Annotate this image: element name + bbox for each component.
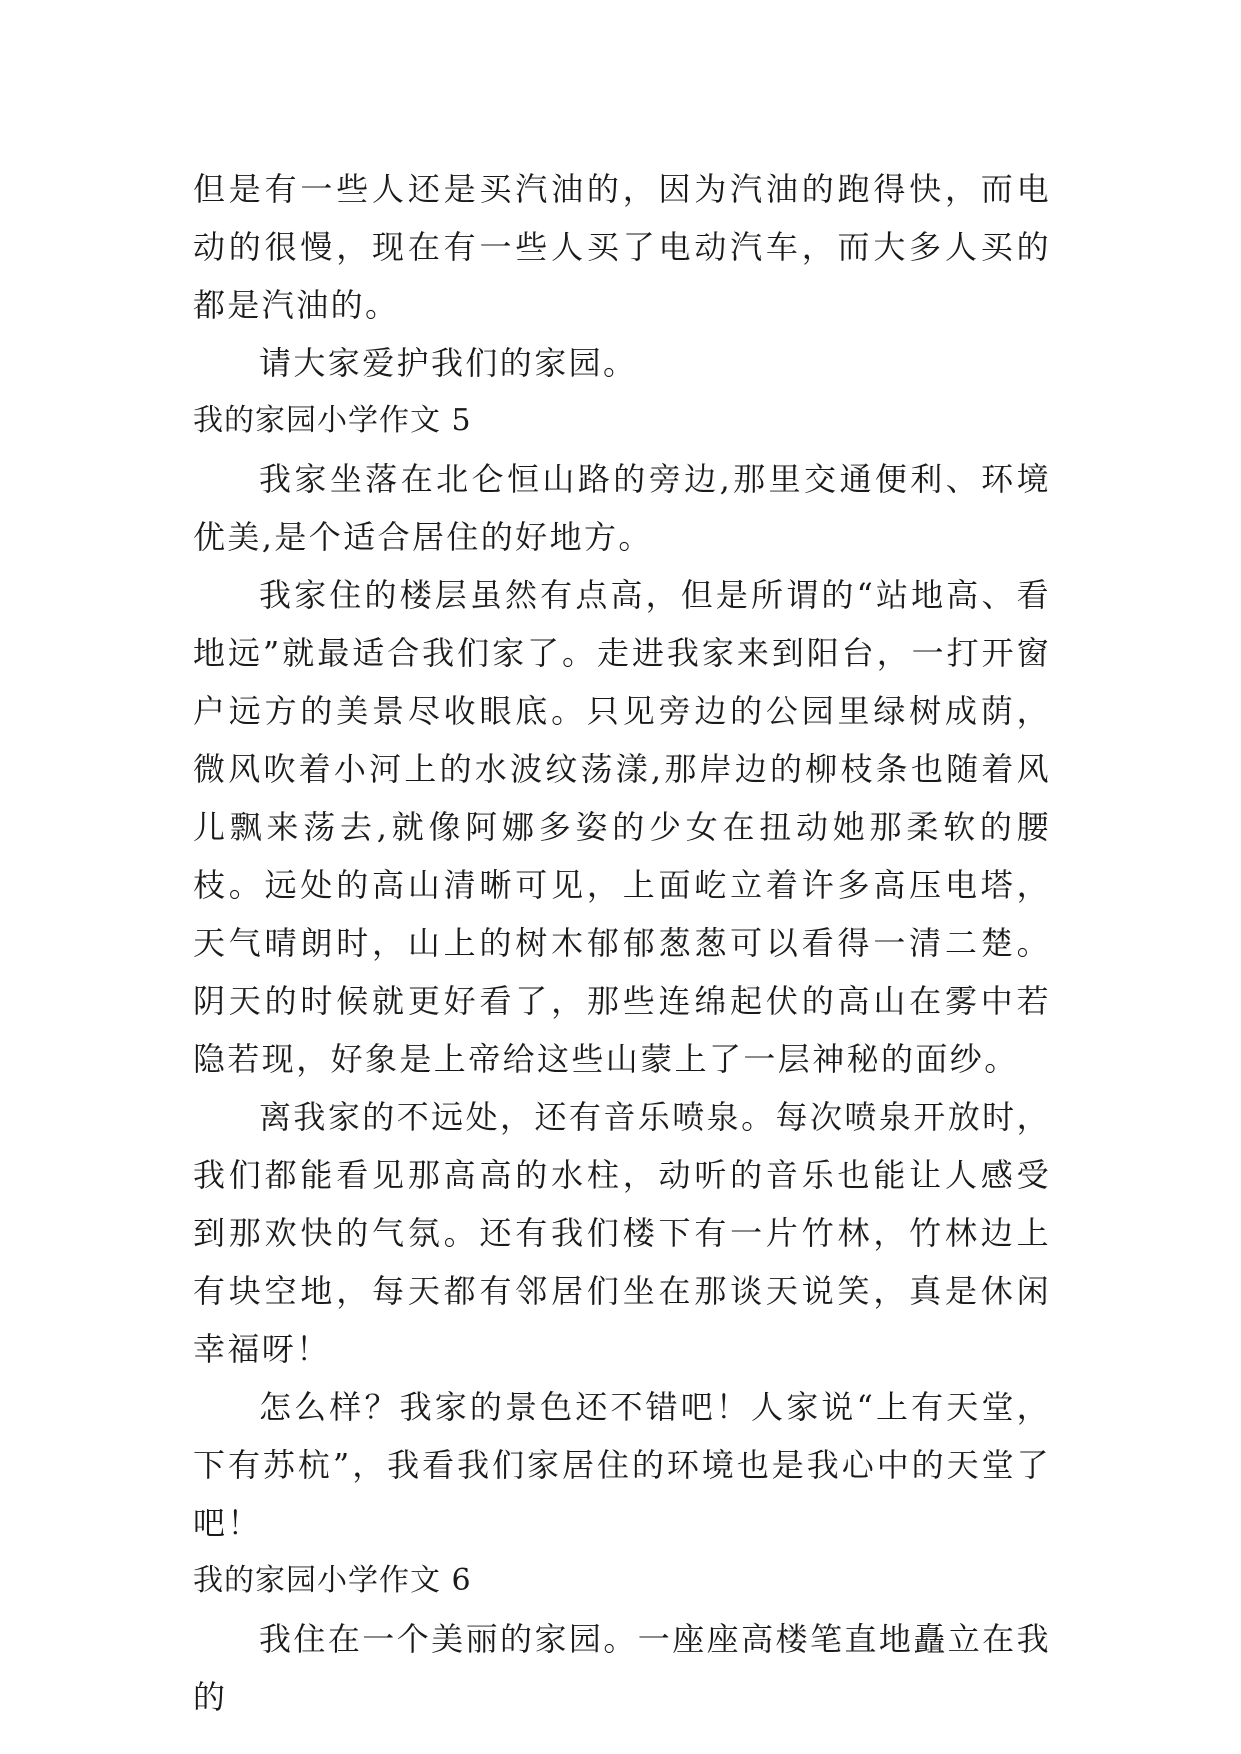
paragraph-home-location: 我家坐落在北仑恒山路的旁边,那里交通便利、环境优美,是个适合居住的好地方。 xyxy=(193,460,1051,556)
paragraph-beautiful-home: 我住在一个美丽的家园。一座座高楼笔直地矗立在我的 xyxy=(193,1620,1051,1716)
document-page xyxy=(193,160,1051,1726)
paragraph-balcony-view: 我家住的楼层虽然有点高，但是所谓的“站地高、看地远”就最适合我们家了。走进我家来到阳台，一打开窗户远方的美景尽收眼底。只见旁边的公园里绿树成荫，微风吹着小河上的水波纹荡漾,那岸边的柳枝条也随着风儿飘来荡去,就像阿娜多姿的少女在扭动她那柔软的腰枝。远处的高山清晰可见，上面屹立着许多高压电塔，天气晴朗时，山上的树木郁郁葱葱可以看得一清二楚。阴天的时候就更好看了，那些连绵起伏的高山在雾中若隐若现，好象是上帝给这些山蒙上了一层神秘的面纱。 xyxy=(193,576,1051,1078)
essay-heading-6: 我的家园小学作文 6 xyxy=(193,1563,472,1598)
paragraph-gasoline-cars: 但是有一些人还是买汽油的，因为汽油的跑得快，而电动的很慢，现在有一些人买了电动汽车，而大多人买的都是汽油的。 xyxy=(193,170,1051,324)
paragraph-protect-home: 请大家爱护我们的家园。 xyxy=(259,344,638,382)
paragraph-conclusion: 怎么样？我家的景色还不错吧！人家说“上有天堂，下有苏杭”，我看我们家居住的环境也是我心中的天堂了吧！ xyxy=(193,1388,1051,1542)
essay-heading-5: 我的家园小学作文 5 xyxy=(193,403,472,438)
paragraph-music-fountain: 离我家的不远处，还有音乐喷泉。每次喷泉开放时，我们都能看见那高高的水柱，动听的音乐也能让人感受到那欢快的气氛。还有我们楼下有一片竹林，竹林边上有块空地，每天都有邻居们坐在那谈天说笑，真是休闲幸福呀！ xyxy=(193,1098,1051,1368)
